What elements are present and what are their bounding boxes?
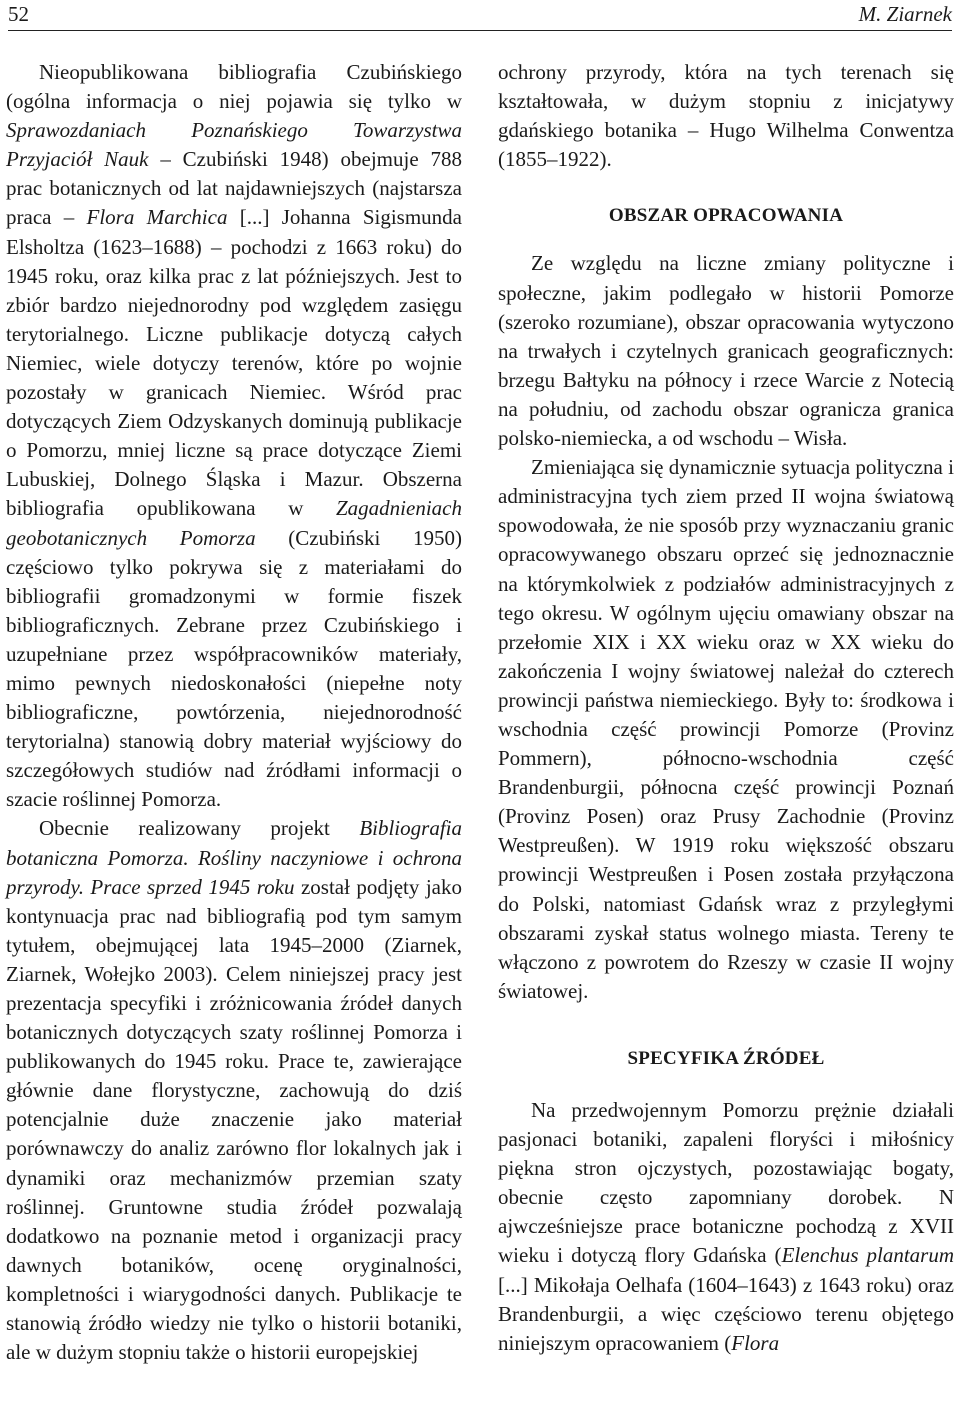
paragraph-bibliography-czubinski	[6, 58, 462, 814]
paragraph-current-project	[6, 814, 462, 1367]
text-run: – Czubiński 1948) obejmuje 788 prac botanicznych od lat najdawniejszych (najstarsza praca –	[6, 147, 462, 230]
text-run: został podjęty jako kontynuacja prac nad bibliografią pod tym samym tytułem, obejmującej lata 1945–2000 (Ziarnek, Ziarnek, Wołejko 2003). Celem niniejszej pracy jest prezentacja specyfiki i zróżnicowania źródeł danych botanicznych dotyczących szaty roślinnej Pomorza i publikowanych do 1945 roku. Prace te, zawierające głównie dane florystyczne, zachowują do dziś potencjalnie duże znaczenie jako materiał porównawczy do analiz zarówno flor lokalnych jak i dynamiki oraz mechanizmów przemian szaty roślinnej. Gruntowne studia źródeł pozwalają dodatkowo na poznanie metod i organizacji pracy dawnych botaników, ocenę oryginalności, kompletności i wiarygodności danych. Publikacje te stanowią źródło wiedzy nie tylko o historii botaniki, ale w dużym stopniu także o historii europejskiej	[6, 874, 462, 1365]
paragraph-administrative-history: Zmieniająca się dynamicznie sytuacja polityczna i administracyjna tych ziem przed II wojna światową spowodowała, że nie sposób przy wyznaczaniu granic opracowywanego obszaru oprzeć się jednoznacznie na którymkolwiek z podziałów administracyjnych z tego okresu. W ogólnym ujęciu omawiany obszar na przełomie XIX i XX wieku oraz w XX wieku do zakończenia I wojny światowej należał do czterech prowincji państwa niemieckiego. Były to: środkowa i wschodnia część prowincji Pomorze (Provinz Pommern), północno-wschodnia część Brandenburgii, północna część prowincji Poznań (Provinz Posen) oraz Prusy Zachodnie (Provinz Westpreußen). W 1919 roku większość obszaru prowincji Westpreußen i Posen została przyłączona do Polski, natomiast Gdańsk wraz z przyległymi obszarami zyskał status wolnego miasta. Tereny te włączono z powrotem do Rzeszy w czasie II wojny światowej.	[498, 455, 954, 1003]
text-run: Nieopublikowana bibliografia Czubińskiego (ogólna informacja o niej pojawia się tylko w	[6, 60, 462, 114]
text-run: Na przedwojennym Pomorzu prężnie działali pasjonaci botaniki, zapaleni floryści i miłośnicy piękna stron ojczystych, pozostawiając bogaty, obecnie często zapomniany dorobek. N ajwcześniejsze prace botaniczne pochodzą z XVII wieku i dotyczą flory Gdańska (	[498, 1098, 954, 1268]
text-run: (Czubiński 1950) częściowo tylko pokrywa się z materiałami do bibliografii gromadzonymi w formie fiszek bibliograficznych. Zebrane przez Czubińskiego i uzupełniane przez współpracowników materiały, mimo pewnych niedoskonałości (niepełne noty bibliograficzne, powtórzenia, niejednorodność terytorialna) stanowią dobry materiał wyjściowy do szczegółowych studiów nad źródłami informacji o szacie roślinnej Pomorza.	[6, 525, 462, 812]
paragraph-area-definition: Ze względu na liczne zmiany polityczne i społeczne, jakim podlegało w historii Pomorze (szeroko rozumiane), obszar opracowania wytyczono na trwałych i czytelnych granicach geograficznych: brzegu Bałtyku na północy i rzece Warcie z Notecią na południu, od zachodu obszar ogranicza granica polsko-niemiecka, a od wschodu – Wisła.	[498, 251, 954, 451]
italic-title: Sprawozdaniach Poznańskiego Towarzystwa Przyjaciół Nauk	[6, 118, 462, 172]
section-heading-specyfika: SPECYFIKA ŹRÓDEŁ	[627, 1047, 825, 1069]
text-run: [...] Mikołaja Oelhafa (1604–1643) z 1643 roku) oraz Brandenburgii, a więc częściowo terenu objętego niniejszym opracowaniem (	[498, 1272, 954, 1355]
italic-title: Zagadnieniach geobotanicznych Pomorza	[6, 496, 462, 550]
page-number: 52	[8, 2, 29, 26]
page-header	[8, 0, 952, 31]
section-heading-obszar: OBSZAR OPRACOWANIA	[608, 205, 844, 227]
left-column	[6, 58, 462, 1367]
paragraph-sources-specificity	[498, 1096, 954, 1358]
right-column	[498, 58, 954, 1358]
text-run: Obecnie realizowany projekt	[39, 816, 360, 841]
text-run: [...] Johanna Sigismunda Elsholtza (1623–1688) – pochodzi z 1663 roku) do 1945 roku, oraz kilka prac z lat późniejszych. Jest to zbiór bardzo niejednorodny pod względem zasięgu terytorialnego. Liczne publikacje dotyczą całych Niemiec, wiele dotyczy terenów, które po wojnie pozostały w granicach Niemiec. Wśród prac dotyczących Ziem Odzyskanych dominują publikacje o Pomorzu, mniej liczne są prace dotyczące Ziemi Lubuskiej, Dolnego Śląska i Mazur. Obszerna bibliografia opublikowana w	[6, 205, 462, 521]
italic-title: Flora	[731, 1330, 780, 1355]
italic-title: Elenchus plantarum	[781, 1243, 955, 1268]
paragraph-continuation: ochrony przyrody, która na tych terenach się kształtowała, w dużym stopniu z inicjatywy gdańskiego botanika – Hugo Wilhelma Conwentza (1855–1922).	[498, 60, 954, 172]
italic-title: Bibliografia botaniczna Pomorza. Rośliny naczyniowe i ochrona przyrody. Prace sprzed 1945 roku	[6, 816, 462, 899]
running-head-author: M. Ziarnek	[858, 2, 952, 26]
italic-title: Flora Marchica	[86, 205, 228, 230]
